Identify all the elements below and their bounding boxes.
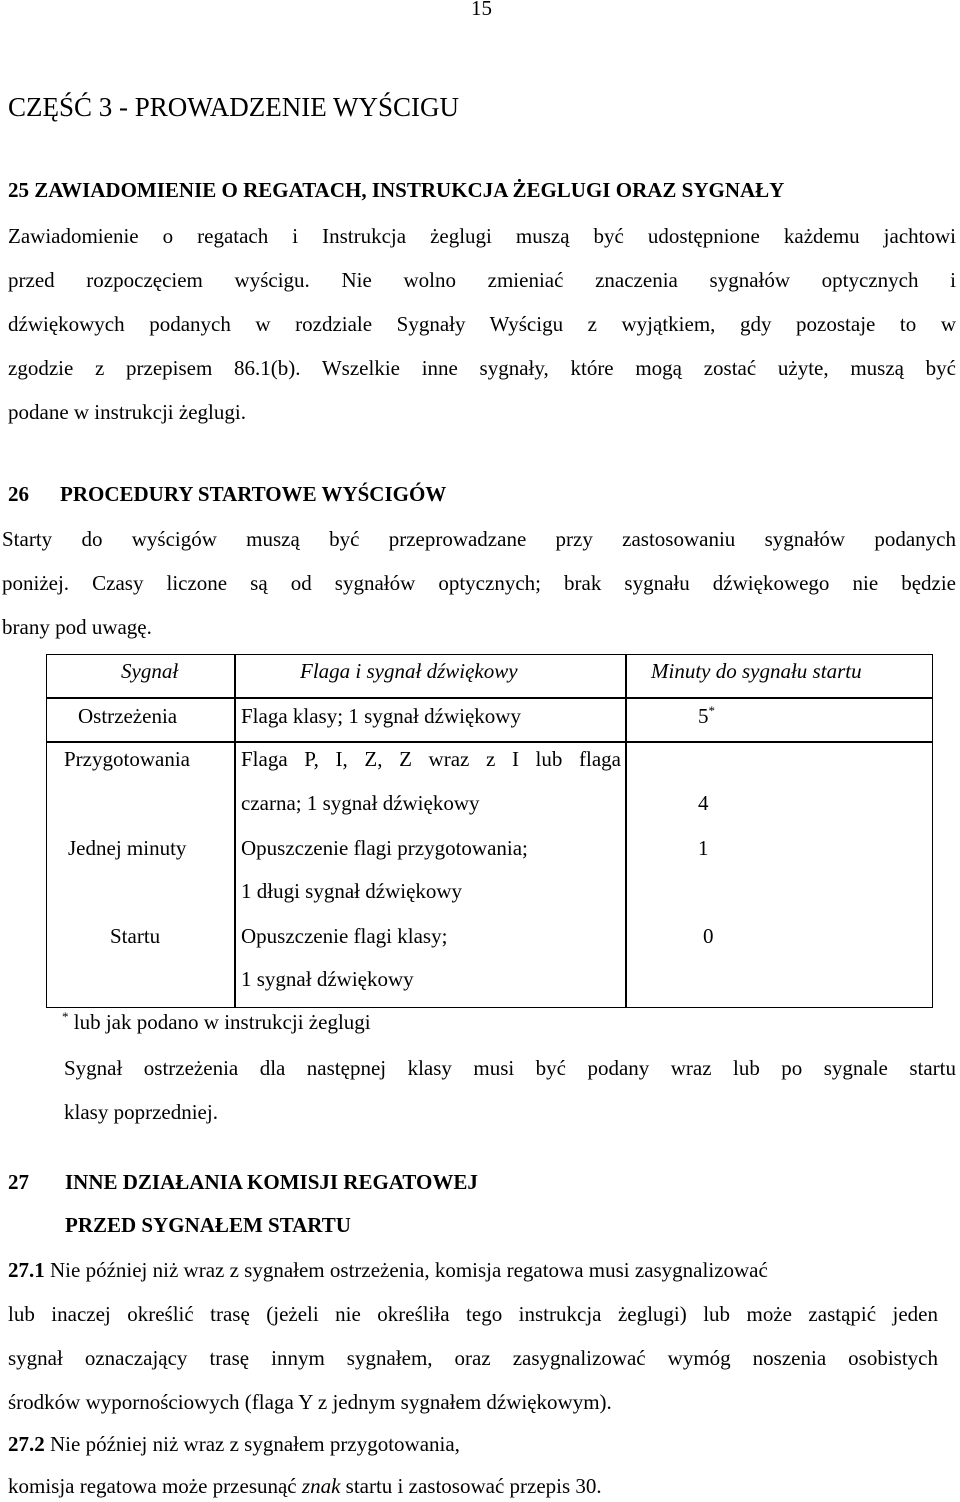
paragraph-line: lub inaczej określić trasę (jeżeli nie określiła tego instrukcja żeglugi) lub może zastąpić jeden xyxy=(8,1302,938,1326)
rule-text: Nie później niż wraz z sygnałem ostrzeżenia, komisja regatowa musi zasygnalizować xyxy=(44,1258,768,1282)
table-header-flag: Flaga i sygnał dźwiękowy xyxy=(300,659,518,683)
table-column-divider xyxy=(625,655,627,1007)
footnote-marker: * xyxy=(708,703,715,718)
paragraph-line: Sygnał ostrzeżenia dla następnej klasy musi być podany wraz lub po sygnale startu xyxy=(64,1056,956,1080)
table-footnote xyxy=(62,1010,371,1035)
section-27-heading-continued: PRZED SYGNAŁEM STARTU xyxy=(65,1213,351,1237)
paragraph-line: poniżej. Czasy liczone są od sygnałów optycznych; brak sygnału dźwiękowego nie będzie xyxy=(2,571,956,595)
table-cell-flag: czarna; 1 sygnał dźwiękowy xyxy=(241,791,480,815)
rule-text: Nie później niż wraz z sygnałem przygotowania, xyxy=(44,1432,460,1456)
section-27-heading: INNE DZIAŁANIA KOMISJI REGATOWEJ xyxy=(65,1170,478,1194)
table-cell-minutes xyxy=(698,704,715,729)
table-cell-signal: Startu xyxy=(110,924,161,948)
paragraph-line: zgodzie z przepisem 86.1(b). Wszelkie inne sygnały, które mogą zostać użyte, muszą być xyxy=(8,356,956,380)
start-signals-table xyxy=(46,654,933,1008)
paragraph-line: klasy poprzedniej. xyxy=(64,1100,218,1124)
table-cell-flag: Flaga P, I, Z, Z wraz z I lub flaga xyxy=(241,747,621,771)
part-title: CZĘŚĆ 3 - PROWADZENIE WYŚCIGU xyxy=(8,92,459,122)
table-cell-flag: Opuszczenie flagi przygotowania; xyxy=(241,836,528,860)
footnote-marker: * xyxy=(62,1009,69,1024)
table-header-divider xyxy=(47,697,932,699)
page-number: 15 xyxy=(471,0,492,20)
table-cell-minutes: 0 xyxy=(703,924,714,948)
table-cell-flag: Opuszczenie flagi klasy; xyxy=(241,924,448,948)
table-cell-flag: Flaga klasy; 1 sygnał dźwiękowy xyxy=(241,704,521,728)
section-27-2-line xyxy=(8,1474,602,1499)
paragraph-line: środków wypornościowych (flaga Y z jednym sygnałem dźwiękowym). xyxy=(8,1390,612,1414)
section-26-paragraph xyxy=(2,517,956,649)
table-cell-signal: Ostrzeżenia xyxy=(78,704,178,728)
paragraph-line xyxy=(8,1248,938,1292)
table-header-signal: Sygnał xyxy=(121,659,179,683)
rule-text: startu i zastosować przepis 30. xyxy=(340,1474,602,1498)
section-26-number: 26 xyxy=(8,482,29,506)
paragraph-line: przed rozpoczęciem wyścigu. Nie wolno zmieniać znaczenia sygnałów optycznych i xyxy=(8,268,956,292)
section-27-2-line xyxy=(8,1432,460,1457)
paragraph-line: brany pod uwagę. xyxy=(2,615,152,639)
paragraph-line: dźwiękowych podanych w rozdziale Sygnały Wyścigu z wyjątkiem, gdy pozostaje to w xyxy=(8,312,956,336)
table-cell-flag: 1 sygnał dźwiękowy xyxy=(241,967,414,991)
footnote-text: lub jak podano w instrukcji żeglugi xyxy=(68,1010,371,1034)
rule-emphasis: znak xyxy=(301,1474,341,1498)
paragraph-line: Zawiadomienie o regatach i Instrukcja żeglugi muszą być udostępnione każdemu jachtowi xyxy=(8,224,956,248)
section-27-number: 27 xyxy=(8,1170,29,1194)
table-cell-minutes: 4 xyxy=(698,791,709,815)
paragraph-line: podane w instrukcji żeglugi. xyxy=(8,400,246,424)
table-cell-flag: 1 długi sygnał dźwiękowy xyxy=(241,879,463,903)
section-25-paragraph xyxy=(8,214,956,434)
rule-text: komisja regatowa może przesunąć xyxy=(8,1474,302,1498)
section-25-heading: 25 ZAWIADOMIENIE O REGATACH, INSTRUKCJA ŻEGLUGI ORAZ SYGNAŁY xyxy=(8,178,785,202)
table-row-divider xyxy=(47,741,932,743)
table-cell-minutes: 1 xyxy=(698,836,709,860)
rule-number: 27.1 xyxy=(8,1258,45,1282)
rule-number: 27.2 xyxy=(8,1432,45,1456)
table-cell-signal: Jednej minuty xyxy=(68,836,187,860)
paragraph-line: Starty do wyścigów muszą być przeprowadzane przy zastosowaniu sygnałów podanych xyxy=(2,527,956,551)
minutes-value: 5 xyxy=(698,704,709,728)
table-header-minutes: Minuty do sygnału startu xyxy=(651,659,862,683)
section-26-heading: PROCEDURY STARTOWE WYŚCIGÓW xyxy=(60,482,447,506)
section-27-1-paragraph xyxy=(8,1248,938,1424)
next-class-note xyxy=(64,1046,956,1134)
paragraph-line: sygnał oznaczający trasę innym sygnałem, oraz zasygnalizować wymóg noszenia osobistych xyxy=(8,1346,938,1370)
table-column-divider xyxy=(234,655,236,1007)
table-cell-signal: Przygotowania xyxy=(64,747,190,771)
